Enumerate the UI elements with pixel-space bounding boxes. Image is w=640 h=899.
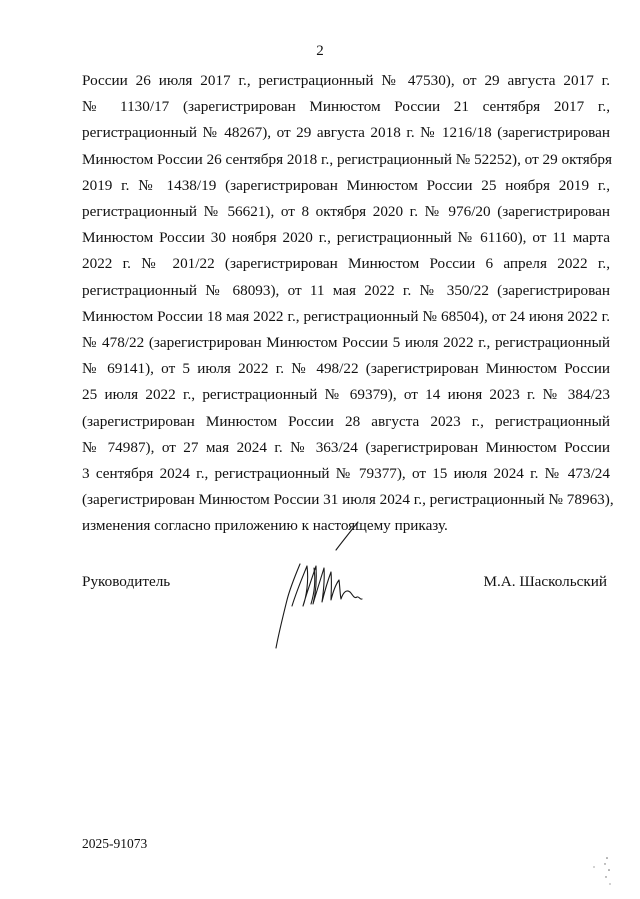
text-line: Минюстом России 26 сентября 2018 г., регистрационный № 52252), от 29 октября bbox=[82, 150, 612, 168]
document-code: 2025-91073 bbox=[82, 836, 148, 851]
text-line: изменения согласно приложению к настоящему приказу. bbox=[82, 517, 448, 535]
text-line: России 26 июля 2017 г., регистрационный № 47530), от 29 августа 2017 г. bbox=[82, 72, 610, 89]
text-line: регистрационный № 48267), от 29 августа 2018 г. № 1216/18 (зарегистрирован bbox=[82, 124, 610, 142]
body-text bbox=[82, 68, 614, 540]
text-line: 3 сентября 2024 г., регистрационный № 79377), от 15 июля 2024 г. № 473/24 bbox=[82, 465, 610, 483]
text-line: 2022 г. № 201/22 (зарегистрирован Минюстом России 6 апреля 2022 г., bbox=[82, 255, 610, 273]
text-line: (зарегистрирован Минюстом России 31 июля 2024 г., регистрационный № 78963), bbox=[82, 491, 614, 509]
handwritten-signature bbox=[270, 520, 380, 660]
text-line: (зарегистрирован Минюстом России 28 августа 2023 г., регистрационный bbox=[82, 412, 610, 430]
text-line: регистрационный № 56621), от 8 октября 2020 г. № 976/20 (зарегистрирован bbox=[82, 203, 610, 221]
text-line: 2019 г. № 1438/19 (зарегистрирован Минюстом России 25 ноября 2019 г., bbox=[82, 176, 610, 194]
text-line: № 478/22 (зарегистрирован Минюстом России 5 июля 2022 г., регистрационный bbox=[82, 334, 610, 352]
text-line: № 74987), от 27 мая 2024 г. № 363/24 (зарегистрирован Минюстом России bbox=[82, 438, 610, 456]
signatory-name: М.А. Шаскольский bbox=[483, 573, 607, 590]
text-line: 25 июля 2022 г., регистрационный № 69379), от 14 июня 2023 г. № 384/23 bbox=[82, 386, 610, 404]
text-line: Минюстом России 18 мая 2022 г., регистрационный № 68504), от 24 июня 2022 г. bbox=[82, 307, 610, 325]
text-line: Минюстом России 30 ноября 2020 г., регистрационный № 61160), от 11 марта bbox=[82, 229, 610, 247]
page-number: 2 bbox=[316, 43, 324, 59]
scan-artifact-marks bbox=[585, 850, 615, 895]
text-line: № 1130/17 (зарегистрирован Минюстом России 21 сентября 2017 г., bbox=[82, 98, 610, 116]
text-line: № 69141), от 5 июля 2022 г. № 498/22 (зарегистрирован Минюстом России bbox=[82, 360, 610, 378]
signatory-title: Руководитель bbox=[82, 573, 171, 590]
text-line: регистрационный № 68093), от 11 мая 2022 г. № 350/22 (зарегистрирован bbox=[82, 281, 610, 299]
